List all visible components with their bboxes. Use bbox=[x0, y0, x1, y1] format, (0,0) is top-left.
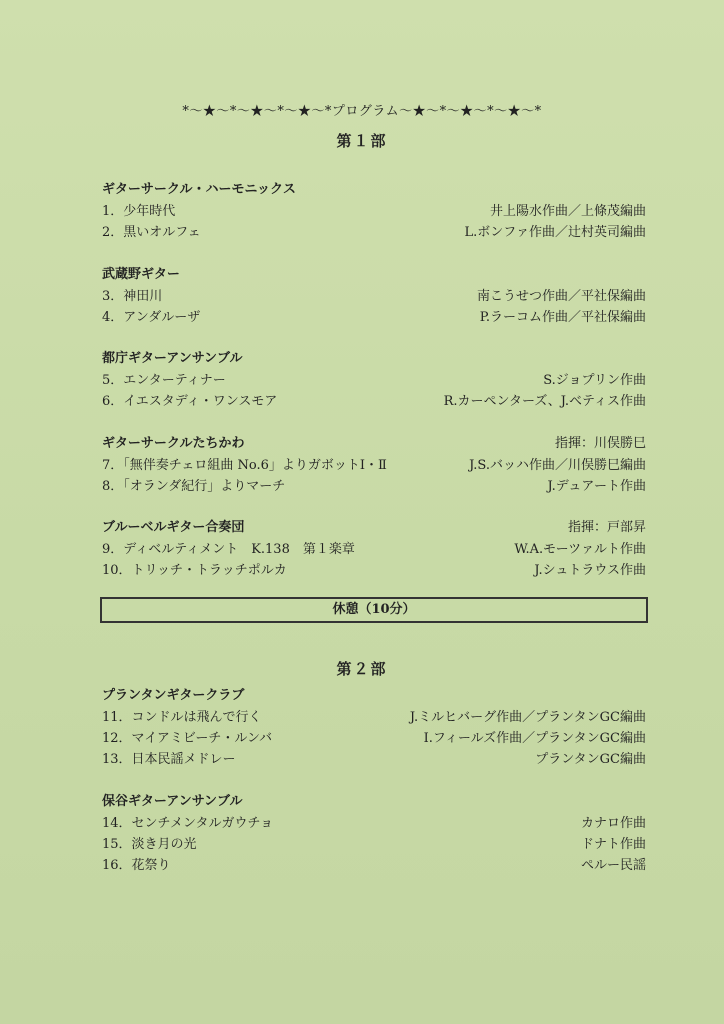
program-item bbox=[102, 748, 646, 768]
part2-title: 第２部 bbox=[336, 660, 388, 678]
item-credit: J.S.バッハ作曲／川俣勝巳編曲 bbox=[469, 458, 646, 473]
item-title: 4．アンダルーザ bbox=[102, 310, 201, 325]
item-title: 13．日本民謡メドレー bbox=[102, 752, 236, 767]
item-title: 14．センチメンタルガウチョ bbox=[102, 816, 274, 831]
program-item bbox=[102, 390, 646, 410]
program-item bbox=[102, 369, 646, 389]
item-credit: 井上陽水作曲／上條茂編曲 bbox=[489, 204, 646, 219]
item-title: 12．マイアミビーチ・ルンバ bbox=[102, 731, 273, 746]
item-title: 11．コンドルは飛んで行く bbox=[102, 710, 262, 725]
item-title: 15．淡き月の光 bbox=[102, 837, 197, 852]
program-title: *〜★〜*〜★〜*〜★〜*プログラム〜★〜*〜★〜*〜★〜* bbox=[182, 104, 542, 119]
group-conductor: 指揮：戸部昇 bbox=[567, 520, 646, 535]
group-name: 保谷ギターアンサンブル bbox=[102, 794, 243, 809]
program-item bbox=[102, 727, 646, 747]
item-credit: L.ボンファ作曲／辻村英司編曲 bbox=[464, 225, 646, 240]
group-name: 武蔵野ギター bbox=[102, 267, 180, 282]
item-title: 1．少年時代 bbox=[102, 204, 176, 219]
program-item bbox=[102, 538, 646, 558]
group-name: ギターサークルたちかわ bbox=[102, 436, 245, 451]
item-title: 9．ディベルティメント K.138 第１楽章 bbox=[102, 542, 355, 557]
group-name: プランタンギタークラブ bbox=[102, 688, 245, 703]
program-item bbox=[102, 833, 646, 853]
item-credit: J.ミルヒバーグ作曲／プランタンGC編曲 bbox=[409, 710, 646, 725]
item-credit: 南こうせつ作曲／平社保編曲 bbox=[476, 289, 646, 304]
item-title: 10．トリッチ・トラッチポルカ bbox=[102, 563, 287, 578]
program-item bbox=[102, 812, 646, 832]
intermission-box: 休憩（10分） bbox=[100, 597, 648, 623]
item-title: 6．イエスタディ・ワンスモア bbox=[102, 394, 278, 409]
item-credit: I.フィールズ作曲／プランタンGC編曲 bbox=[423, 731, 646, 746]
item-credit: W.A.モーツァルト作曲 bbox=[514, 542, 646, 557]
item-title: 8．「オランダ紀行」よりマーチ bbox=[102, 479, 286, 494]
item-credit: R.カーペンターズ、J.ベティス作曲 bbox=[443, 394, 646, 409]
program-item bbox=[102, 475, 646, 495]
item-credit: ペルー民謡 bbox=[580, 858, 646, 873]
program-item bbox=[102, 454, 646, 474]
program-item bbox=[102, 854, 646, 874]
item-credit: カナロ作曲 bbox=[580, 816, 646, 831]
group-name: ギターサークル・ハーモニックス bbox=[102, 182, 296, 197]
program-item bbox=[102, 285, 646, 305]
group-name: ブルーベルギター合奏団 bbox=[102, 520, 245, 535]
item-credit: プランタンGC編曲 bbox=[535, 752, 646, 767]
program-item bbox=[102, 221, 646, 241]
item-title: 7．「無伴奏チェロ組曲 No.6」よりガボットⅠ・Ⅱ bbox=[102, 458, 387, 473]
part1-title: 第１部 bbox=[336, 132, 388, 150]
item-credit: J.デュアート作曲 bbox=[547, 479, 646, 494]
item-title: 2．黒いオルフェ bbox=[102, 225, 201, 240]
group-conductor: 指揮：川俣勝巳 bbox=[554, 436, 646, 451]
item-credit: J.シュトラウス作曲 bbox=[534, 563, 646, 578]
item-title: 16．花祭り bbox=[102, 858, 171, 873]
program-item bbox=[102, 306, 646, 326]
program-item bbox=[102, 200, 646, 220]
item-credit: P.ラーコム作曲／平社保編曲 bbox=[479, 310, 646, 325]
item-title: 3．神田川 bbox=[102, 289, 163, 304]
item-title: 5．エンターティナー bbox=[102, 373, 226, 388]
item-credit: S.ジョプリン作曲 bbox=[543, 373, 646, 388]
program-item bbox=[102, 559, 646, 579]
program-item bbox=[102, 706, 646, 726]
group-name: 都庁ギターアンサンブル bbox=[102, 351, 243, 366]
item-credit: ドナト作曲 bbox=[580, 837, 646, 852]
